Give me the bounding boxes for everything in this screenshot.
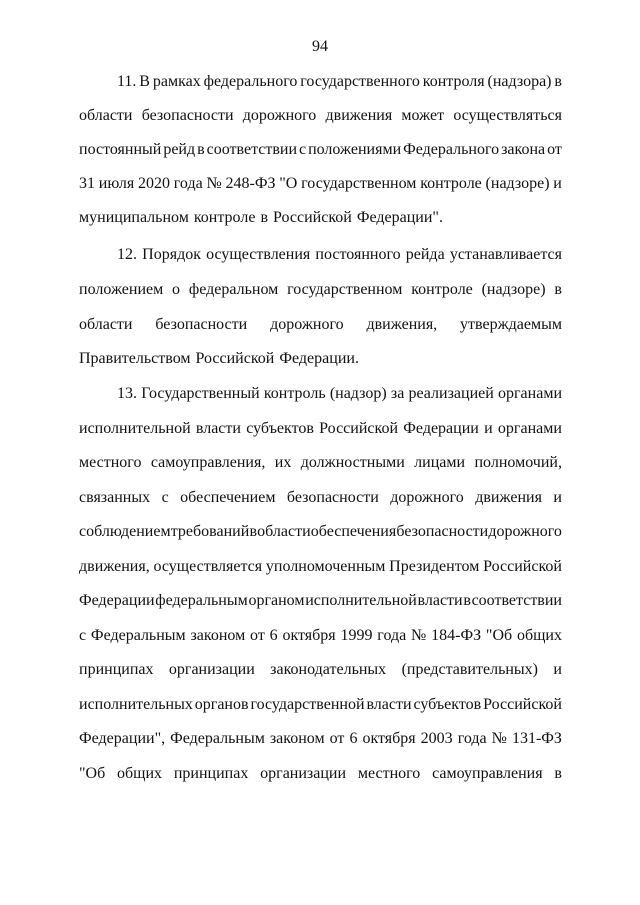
word: субъектов (413, 696, 482, 713)
word: октября (282, 627, 336, 644)
word: от (329, 730, 345, 747)
word: Федерации". (356, 209, 443, 226)
word: Федерации. (279, 350, 359, 367)
word: уполномоченным (265, 558, 386, 575)
word: государственной (250, 696, 365, 713)
page-number: 94 (312, 38, 328, 55)
word: 1999 (340, 627, 373, 644)
word: в (554, 281, 562, 298)
word: от (250, 627, 265, 644)
word: контроле (193, 209, 256, 226)
word: за (390, 385, 405, 402)
word: постоянный (79, 141, 162, 158)
word: в (260, 209, 268, 226)
word: безопасности (141, 107, 234, 124)
word: власти (417, 592, 463, 609)
word: осуществления (206, 246, 311, 263)
word: требований (170, 523, 250, 540)
text-line (79, 418, 562, 440)
word: (надзора) (487, 73, 552, 90)
word: и (553, 661, 562, 678)
word: исполнительной (79, 420, 191, 437)
word: (надзоре) (485, 175, 550, 192)
word: Президентом (389, 558, 480, 575)
word: рейд (163, 141, 196, 158)
word: 2003 (420, 730, 453, 747)
word: органами (497, 385, 562, 402)
word: Федеральным (90, 627, 186, 644)
word: Порядок (142, 246, 201, 263)
word: самоуправления, (150, 454, 266, 471)
word: федерального (203, 73, 298, 90)
word: "Об (485, 627, 513, 644)
word: 131-ФЗ (511, 730, 562, 747)
word: движения (475, 489, 542, 506)
word: года (173, 175, 203, 192)
word: 6 (269, 627, 278, 644)
word: закона (501, 141, 546, 158)
word: муниципальном (79, 209, 189, 226)
word: года (457, 730, 487, 747)
word: в (554, 765, 562, 782)
word: и (553, 175, 562, 192)
word: Федерации (79, 592, 155, 609)
word: федеральном (188, 281, 279, 298)
word: организации (168, 661, 255, 678)
word: контроле (420, 175, 482, 192)
word: области (79, 316, 133, 333)
word: органом (248, 592, 305, 609)
word: 184-ФЗ (431, 627, 482, 644)
word: контроле (411, 281, 473, 298)
word: Федерального (403, 141, 500, 158)
word: самоуправления (432, 765, 543, 782)
word: Российской (483, 696, 562, 713)
word: № (206, 175, 222, 192)
word: в (249, 523, 257, 540)
word: обеспечением (180, 489, 276, 506)
word: Российской (483, 558, 562, 575)
word: государственном (287, 281, 403, 298)
word: "Об (79, 765, 106, 782)
text-line (79, 728, 562, 750)
word: исполнительной (305, 592, 417, 609)
word: дорожного (390, 489, 464, 506)
word: Российской (273, 209, 352, 226)
text-line (79, 625, 562, 647)
word: дорожного (242, 107, 317, 124)
word: № (411, 627, 427, 644)
word: общих (117, 765, 163, 782)
word: (надзоре) (481, 281, 546, 298)
word: области (79, 107, 133, 124)
word: государственного (300, 73, 420, 90)
word: положениями (308, 141, 402, 158)
word: общих (516, 627, 562, 644)
word: от (547, 141, 562, 158)
word: в (463, 592, 471, 609)
word: (надзор) (329, 385, 387, 402)
word: о (172, 281, 181, 298)
word: утверждаемым (460, 316, 562, 333)
word: Государственный (141, 385, 260, 402)
word: принципах (173, 765, 249, 782)
word: 11. (117, 73, 137, 90)
word: законом (269, 730, 325, 747)
text-line (79, 763, 562, 785)
text-line (117, 383, 562, 405)
text-line (117, 71, 562, 93)
word: Федеральным (170, 730, 265, 747)
word: движения (325, 107, 393, 124)
word: органами (497, 420, 562, 437)
text-line (79, 556, 562, 578)
word: местного (79, 454, 142, 471)
word: рейда (405, 246, 445, 263)
word: полномочий, (474, 454, 562, 471)
word: года (377, 627, 407, 644)
word: 13. (117, 385, 137, 402)
text-line (79, 452, 562, 474)
word: Российской (195, 350, 275, 367)
word: с (161, 489, 169, 506)
word: может (401, 107, 445, 124)
word: положением (79, 281, 164, 298)
word: Правительством (79, 350, 191, 367)
word: осуществляться (453, 107, 562, 124)
word: принципах (79, 661, 154, 678)
word: Федерации (403, 420, 479, 437)
word: законодательных (270, 661, 387, 678)
text-line (79, 105, 562, 127)
word: в (554, 73, 562, 90)
word: контроль (263, 385, 326, 402)
word: государственном (301, 175, 417, 192)
text-line (117, 244, 562, 266)
word: № (491, 730, 507, 747)
text-line (79, 590, 562, 612)
word: соответствии (206, 141, 298, 158)
word: органов (194, 696, 249, 713)
word: с (299, 141, 307, 158)
text-line (79, 139, 562, 161)
text-line (79, 694, 562, 716)
text-line (79, 279, 562, 301)
word: устанавливается (449, 246, 562, 263)
text-line (79, 314, 562, 336)
word: соблюдением (79, 523, 171, 540)
text-line (79, 348, 562, 370)
text-line (79, 659, 562, 681)
text-line (79, 173, 562, 195)
word: с (79, 627, 87, 644)
word: федеральным (155, 592, 248, 609)
word: дорожного (488, 523, 562, 540)
text-line (79, 207, 562, 229)
word: обеспечения (310, 523, 397, 540)
word: (представительных) (401, 661, 539, 678)
word: власти (195, 420, 241, 437)
word: 12. (117, 246, 137, 263)
word: "О (279, 175, 298, 192)
word: контроля (422, 73, 485, 90)
word: 248-ФЗ (225, 175, 276, 192)
word: дорожного (270, 316, 344, 333)
text-line (79, 521, 562, 543)
word: октября (362, 730, 416, 747)
word: их (274, 454, 292, 471)
word: Российской (319, 420, 399, 437)
word: Федерации", (79, 730, 166, 747)
word: движения, (366, 316, 438, 333)
word: июля (98, 175, 135, 192)
word: местного (357, 765, 421, 782)
word: 2020 (138, 175, 170, 192)
word: соответствии (471, 592, 562, 609)
word: осуществляется (153, 558, 263, 575)
word: должностными (300, 454, 405, 471)
word: исполнительных (79, 696, 193, 713)
word: рамках (152, 73, 201, 90)
word: реализацией (408, 385, 494, 402)
word: и (553, 489, 562, 506)
word: безопасности (396, 523, 489, 540)
word: и (484, 420, 493, 437)
word: области (257, 523, 311, 540)
word: 31 (79, 175, 95, 192)
word: движения, (79, 558, 150, 575)
text-line (79, 487, 562, 509)
word: безопасности (155, 316, 248, 333)
word: безопасности (286, 489, 379, 506)
word: субъектов (246, 420, 314, 437)
word: 6 (349, 730, 358, 747)
word: власти (366, 696, 412, 713)
word: в (197, 141, 205, 158)
word: постоянного (315, 246, 401, 263)
word: законом (190, 627, 246, 644)
word: лицами (414, 454, 466, 471)
word: организации (260, 765, 347, 782)
word: В (139, 73, 150, 90)
word: связанных (79, 489, 151, 506)
